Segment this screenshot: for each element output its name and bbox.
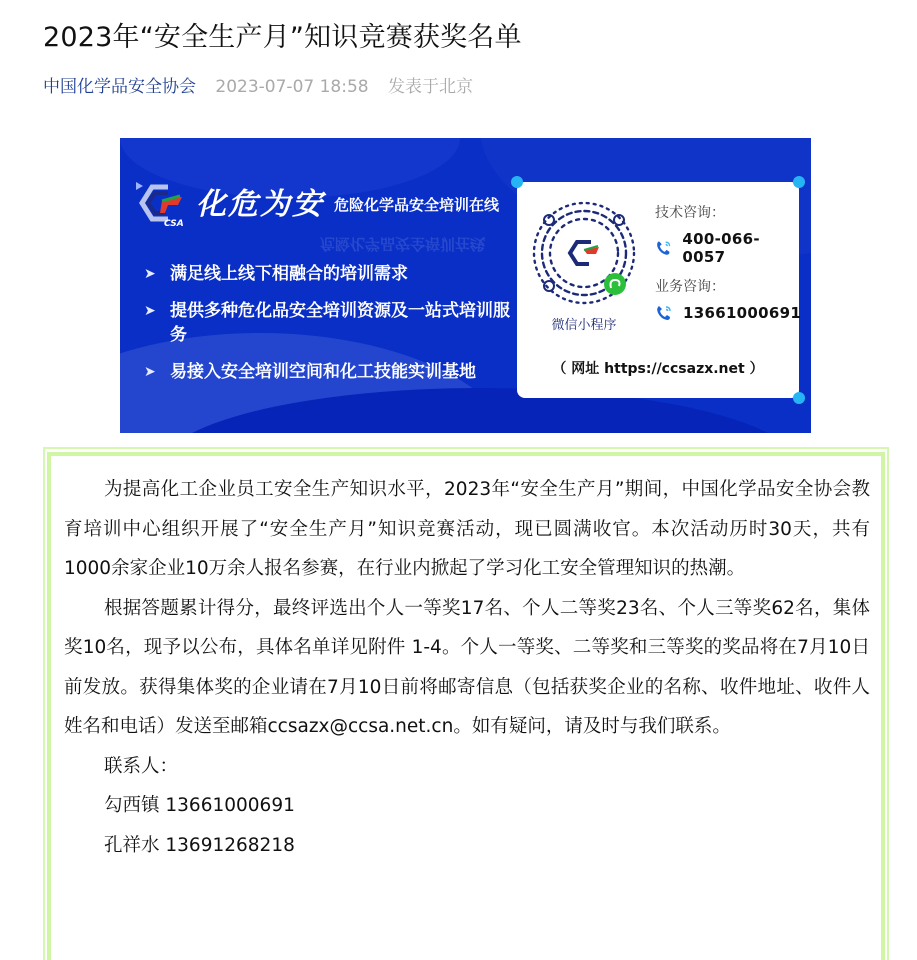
publish-location: 发表于北京: [388, 77, 474, 97]
business-phone: 13661000691: [655, 304, 801, 322]
svg-text:CSA: CSA: [164, 219, 184, 227]
banner-brand: [138, 180, 499, 230]
article-body: [64, 470, 870, 865]
phone-icon: [655, 304, 673, 322]
tech-support-label: 技术咨询：: [655, 205, 725, 221]
contact-entry: 勾西镇 13661000691: [104, 795, 295, 816]
business-label: 业务咨询：: [655, 279, 725, 295]
arrow-right-icon: ➤: [144, 364, 156, 380]
contact-label: 联系人：: [104, 755, 179, 777]
promo-banner: [120, 138, 811, 433]
banner-bullet: ➤ 满足线上线下相融合的培训需求: [144, 264, 408, 284]
contact-card: [517, 182, 802, 398]
banner-bullet: ➤ 易接入安全培训空间和化工技能实训基地: [144, 362, 476, 382]
publish-date: 2023-07-07 18:58: [215, 77, 369, 97]
body-paragraph: 根据答题累计得分，最终评选出个人一等奖17名、个人二等奖23名、个人三等奖62名，集体奖10名，现予以公布，具体名单详见附件 1-4。个人一等奖、二等奖和三等奖的奖品将在7月10日前发放。获得集体奖的企业请在7月10日前将邮寄信息（包括获奖企业的名称、收件地址、收件人姓名和电话）发送至邮箱ccsazx@ccsa.net.cn。如有疑问，请及时与我们联系。: [64, 597, 870, 737]
arrow-right-icon: ➤: [144, 266, 156, 282]
article-meta: [43, 74, 473, 100]
brand-reflection: 危险化学品安全培训在线: [320, 235, 486, 253]
qr-label: 微信小程序: [551, 318, 617, 333]
brand-calligraphy: 化危为安: [196, 187, 324, 222]
phone-icon: [655, 239, 672, 257]
dot-decoration: [511, 176, 523, 188]
website-text: （ 网址 https://ccsazx.net ）: [552, 361, 764, 377]
body-paragraph: 为提高化工企业员工安全生产知识水平，2023年“安全生产月”期间，中国化学品安全协会教育培训中心组织开展了“安全生产月”知识竞赛活动，现已圆满收官。本次活动历时30天，共有1000余家企业10万余人报名参赛，在行业内掀起了学习化工安全管理知识的热潮。: [64, 479, 870, 579]
contact-entry: 孔祥水 13691268218: [104, 834, 295, 856]
dot-decoration: [793, 392, 805, 404]
dot-decoration: [793, 176, 805, 188]
arrow-right-icon: ➤: [144, 303, 156, 319]
author-link[interactable]: 中国化学品安全协会: [43, 77, 196, 97]
mini-program-qr-code[interactable]: [529, 198, 639, 308]
banner-bullet-list: [144, 262, 514, 397]
mini-program-icon: [604, 273, 626, 295]
brand-subtitle: 危险化学品安全培训在线: [334, 196, 500, 214]
banner-bullet: ➤ 提供多种危化品安全培训资源及一站式培训服务: [144, 301, 510, 345]
article-title: 2023年“安全生产月”知识竞赛获奖名单: [43, 22, 522, 53]
ccsa-logo-icon: [138, 183, 186, 227]
tech-support-phone: 400-066-0057: [655, 230, 799, 266]
